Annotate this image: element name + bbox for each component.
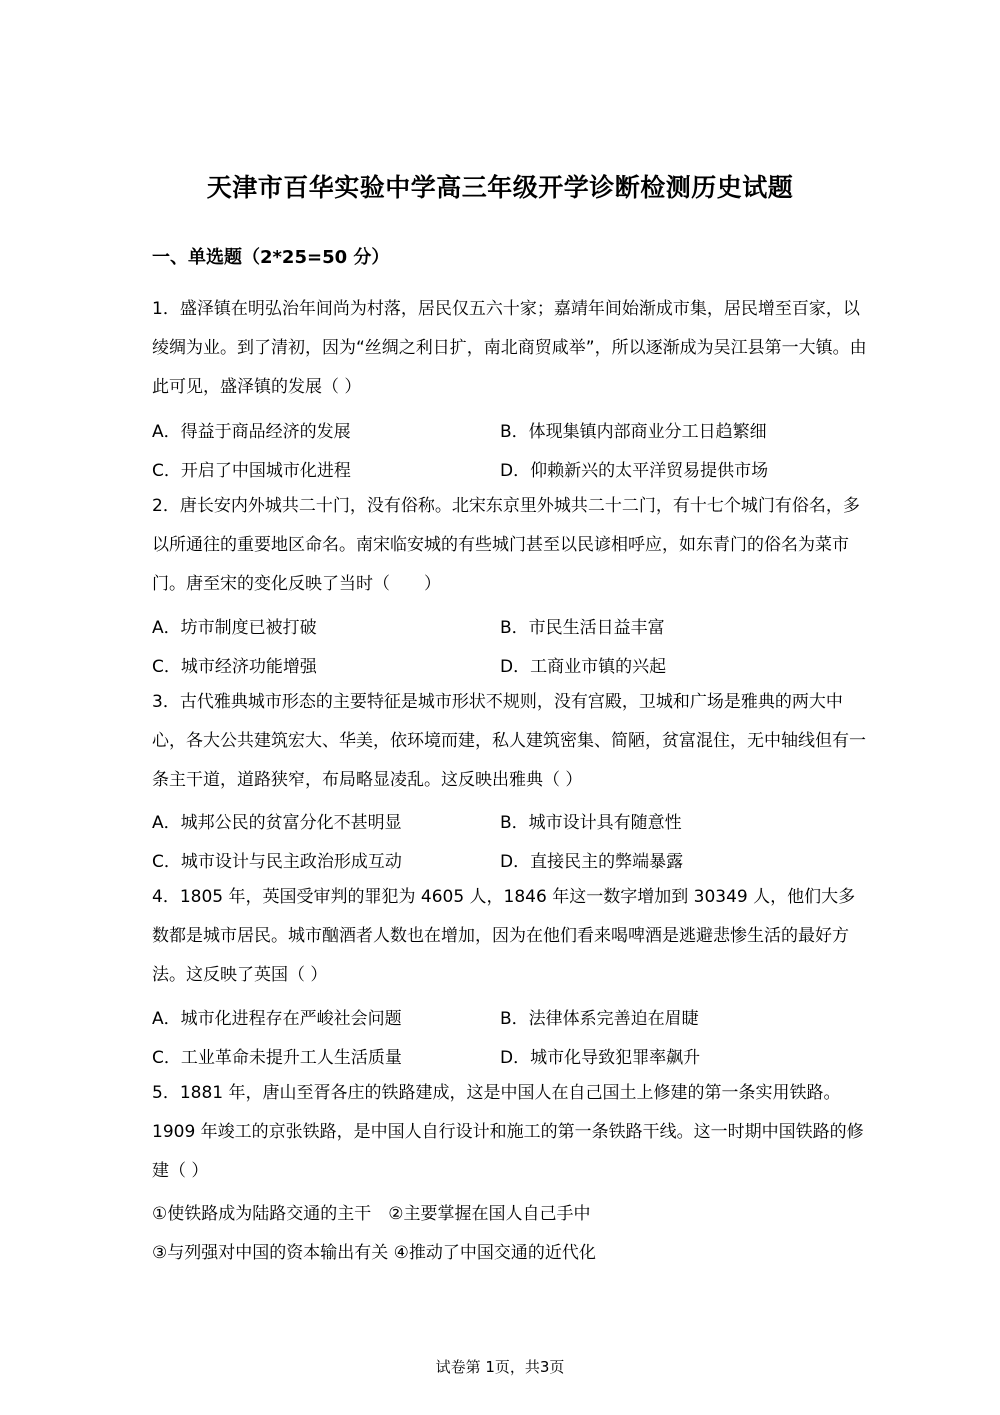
question-3-option-b: B．城市设计具有随意性 <box>500 813 682 833</box>
question-1-stem: 1．盛泽镇在明弘治年间尚为村落，居民仅五六十家；嘉靖年间始渐成市集，居民增至百家，以绫绸为业。到了清初，因为“丝绸之利日扩，南北商贸咸举”，所以逐渐成为吴江县第一大镇。由此可见，盛泽镇的发展（ ） <box>152 299 867 397</box>
question-3-option-a: A．城邦公民的贫富分化不甚明显 <box>152 813 402 833</box>
question-1-option-d: D．仰赖新兴的太平洋贸易提供市场 <box>500 461 769 481</box>
question-4-option-b: B．法律体系完善迫在眉睫 <box>500 1009 699 1029</box>
question-3-option-c: C．城市设计与民主政治形成互动 <box>152 852 402 872</box>
page-title: 天津市百华实验中学高三年级开学诊断检测历史试题 <box>206 173 794 202</box>
question-3-stem: 3．古代雅典城市形态的主要特征是城市形状不规则，没有宫殿，卫城和广场是雅典的两大中心，各大公共建筑宏大、华美，依环境而建，私人建筑密集、简陋，贫富混住，无中轴线但有一条主干道，道路狭窄，布局略显凌乱。这反映出雅典（ ） <box>152 692 866 790</box>
question-4-option-d: D．城市化导致犯罪率飙升 <box>500 1048 701 1068</box>
question-1-option-c: C．开启了中国城市化进程 <box>152 461 351 481</box>
question-4-option-a: A．城市化进程存在严峻社会问题 <box>152 1009 402 1029</box>
section-heading: 一、单选题（2*25=50 分） <box>152 247 390 268</box>
question-5-items-line-2: ③与列强对中国的资本输出有关 ④推动了中国交通的近代化 <box>152 1243 596 1263</box>
question-4-stem: 4．1805 年，英国受审判的罪犯为 4605 人，1846 年这一数字增加到 30349 人，他们大多数都是城市居民。城市酗酒者人数也在增加，因为在他们看来喝啤酒是逃避悲惨生活的最好方法。这反映了英国（ ） <box>152 887 856 985</box>
question-5-stem: 5．1881 年，唐山至胥各庄的铁路建成，这是中国人在自己国土上修建的第一条实用铁路。1909 年竣工的京张铁路，是中国人自行设计和施工的第一条铁路干线。这一时期中国铁路的修建（ ） <box>152 1083 864 1181</box>
question-2-option-b: B．市民生活日益丰富 <box>500 618 665 638</box>
question-4-option-c: C．工业革命未提升工人生活质量 <box>152 1048 402 1068</box>
question-5-items-line-1: ①使铁路成为陆路交通的主干 ②主要掌握在国人自己手中 <box>152 1204 591 1224</box>
question-3-option-d: D．直接民主的弊端暴露 <box>500 852 684 872</box>
question-2-option-d: D．工商业市镇的兴起 <box>500 657 667 677</box>
question-1-option-b: B．体现集镇内部商业分工日趋繁细 <box>500 422 767 442</box>
question-2-option-a: A．坊市制度已被打破 <box>152 618 317 638</box>
question-1-option-a: A．得益于商品经济的发展 <box>152 422 351 442</box>
question-2-option-c: C．城市经济功能增强 <box>152 657 317 677</box>
question-2-stem: 2．唐长安内外城共二十门，没有俗称。北宋东京里外城共二十二门，有十七个城门有俗名，多以所通往的重要地区命名。南宋临安城的有些城门甚至以民谚相呼应，如东青门的俗名为菜市门。唐至宋的变化反映了当时（ ） <box>152 496 860 594</box>
page-footer: 试卷第 1页，共3页 <box>435 1358 565 1376</box>
